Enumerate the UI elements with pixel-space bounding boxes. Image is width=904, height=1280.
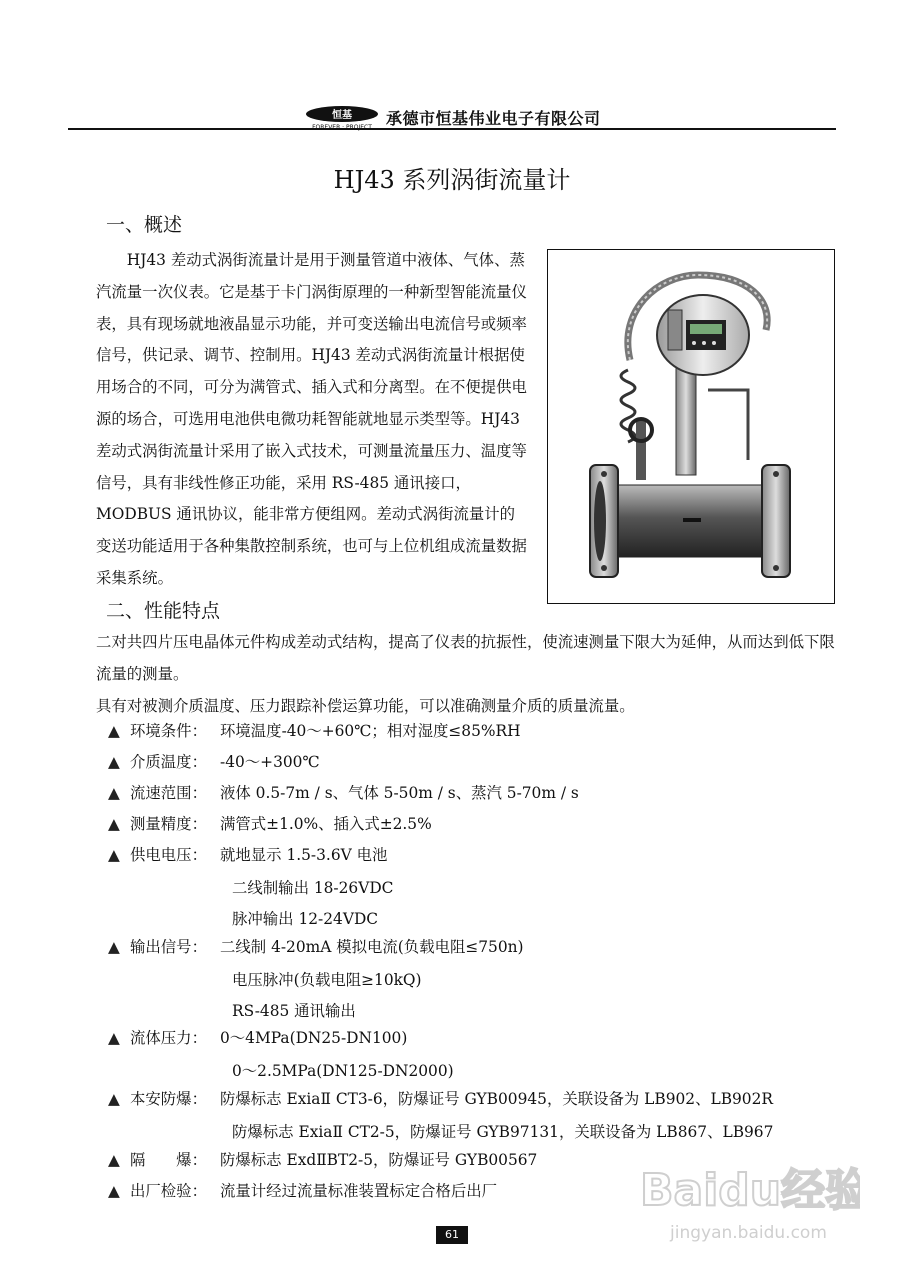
- spec-item: [108, 1084, 773, 1115]
- features-intro: [96, 627, 840, 722]
- triangle-bullet-icon: ▲: [108, 784, 120, 802]
- spec-value: 流量计经过流量标准装置标定合格后出厂: [220, 1182, 498, 1200]
- spec-value: 防爆标志 ExiaⅡ CT3-6，防爆证号 GYB00945，关联设备为 LB902、LB902R: [220, 1090, 773, 1108]
- spec-label: 输出信号：: [130, 938, 207, 956]
- flowmeter-illustration: [548, 250, 833, 602]
- features-paragraph-1: 二对共四片压电晶体元件构成差动式结构，提高了仪表的抗振性，使流速测量下限大为延伸，从而达到低下限流量的测量。: [96, 633, 835, 683]
- spec-item: [108, 716, 521, 747]
- spec-continuation: 二线制输出 18-26VDC: [232, 879, 394, 897]
- product-photo: [547, 249, 835, 604]
- spec-value: 就地显示 1.5-3.6V 电池: [220, 846, 388, 864]
- spec-continuation: 脉冲输出 12-24VDC: [232, 910, 379, 928]
- spec-item: [108, 932, 524, 963]
- spec-item: [108, 778, 579, 809]
- spec-value: -40～+300℃: [220, 753, 320, 771]
- spec-value: 防爆标志 ExdⅡBT2-5，防爆证号 GYB00567: [220, 1151, 538, 1169]
- triangle-bullet-icon: ▲: [108, 1182, 120, 1200]
- spec-item: [108, 809, 432, 840]
- triangle-bullet-icon: ▲: [108, 753, 120, 771]
- spec-continuation: 电压脉冲(负载电阻≥10kQ): [232, 971, 422, 989]
- section-heading-overview: 一、概述: [106, 214, 183, 236]
- watermark-url: jingyan.baidu.com: [670, 1223, 827, 1243]
- spec-item: [108, 1145, 537, 1176]
- spec-label: 介质温度：: [130, 753, 207, 771]
- spec-label: 测量精度：: [130, 815, 207, 833]
- page-number: 61: [436, 1226, 468, 1244]
- spec-label: 出厂检验：: [130, 1182, 207, 1200]
- spec-label: 流体压力：: [130, 1029, 207, 1047]
- spec-label: 环境条件：: [130, 722, 207, 740]
- spec-item: [108, 1023, 407, 1054]
- spec-continuation: 防爆标志 ExiaⅡ CT2-5，防爆证号 GYB97131，关联设备为 LB867、LB967: [232, 1123, 774, 1141]
- triangle-bullet-icon: ▲: [108, 1151, 120, 1169]
- logo-text: 恒基: [332, 110, 352, 121]
- triangle-bullet-icon: ▲: [108, 1029, 120, 1047]
- spec-value: 液体 0.5-7m / s、气体 5-50m / s、蒸汽 5-70m / s: [220, 784, 579, 802]
- triangle-bullet-icon: ▲: [108, 846, 120, 864]
- triangle-bullet-icon: ▲: [108, 938, 120, 956]
- spec-value: 二线制 4-20mA 模拟电流(负载电阻≤750n): [220, 938, 524, 956]
- spec-label: 供电电压：: [130, 846, 207, 864]
- spec-value: 环境温度-40～+60℃；相对湿度≤85%RH: [220, 722, 521, 740]
- watermark-brand: Baidu经验: [640, 1165, 860, 1216]
- overview-text: HJ43 差动式涡街流量计是用于测量管道中液体、气体、蒸汽流量一次仪表。它是基于卡门涡街原理的一种新型智能流量仪表，具有现场就地液晶显示功能，并可变送输出电流信号或频率信号，供记录、调节、控制用。HJ43 差动式涡街流量计根据使用场合的不同，可分为满管式、插入式和分离型。在不便提供电源的场合，可选用电池供电微功耗智能就地显示类型等。HJ43 差动式涡街流量计采用了嵌入式技术，可测量流量压力、温度等信号，具有非线性修正功能，采用 RS-485 通讯接口，MODBUS 通讯协议，能非常方便组网。差动式涡街流量计的变送功能适用于各种集散控制系统，也可与上位机组成流量数据采集系统。: [96, 251, 527, 587]
- company-name: 承德市恒基伟业电子有限公司: [386, 109, 601, 128]
- spec-value: 满管式±1.0%、插入式±2.5%: [220, 815, 432, 833]
- overview-paragraph: [96, 245, 530, 595]
- spec-item: [108, 747, 320, 778]
- spec-continuation: 0～2.5MPa(DN125-DN2000): [232, 1062, 454, 1080]
- triangle-bullet-icon: ▲: [108, 1090, 120, 1108]
- header-rule: [68, 128, 836, 130]
- triangle-bullet-icon: ▲: [108, 815, 120, 833]
- features-paragraph-2: 具有对被测介质温度、压力跟踪补偿运算功能，可以准确测量介质的质量流量。: [96, 696, 635, 715]
- spec-item: [108, 1176, 497, 1207]
- baidu-watermark: [640, 1150, 860, 1249]
- document-title: HJ43 系列涡街流量计: [333, 166, 571, 194]
- spec-continuation: RS-485 通讯输出: [232, 1002, 356, 1020]
- section-heading-features: 二、性能特点: [106, 600, 221, 622]
- spec-label: 隔 爆：: [130, 1151, 207, 1169]
- spec-label: 流速范围：: [130, 784, 207, 802]
- spec-label: 本安防爆：: [130, 1090, 207, 1108]
- triangle-bullet-icon: ▲: [108, 722, 120, 740]
- spec-value: 0～4MPa(DN25-DN100): [220, 1029, 408, 1047]
- spec-item: [108, 840, 387, 871]
